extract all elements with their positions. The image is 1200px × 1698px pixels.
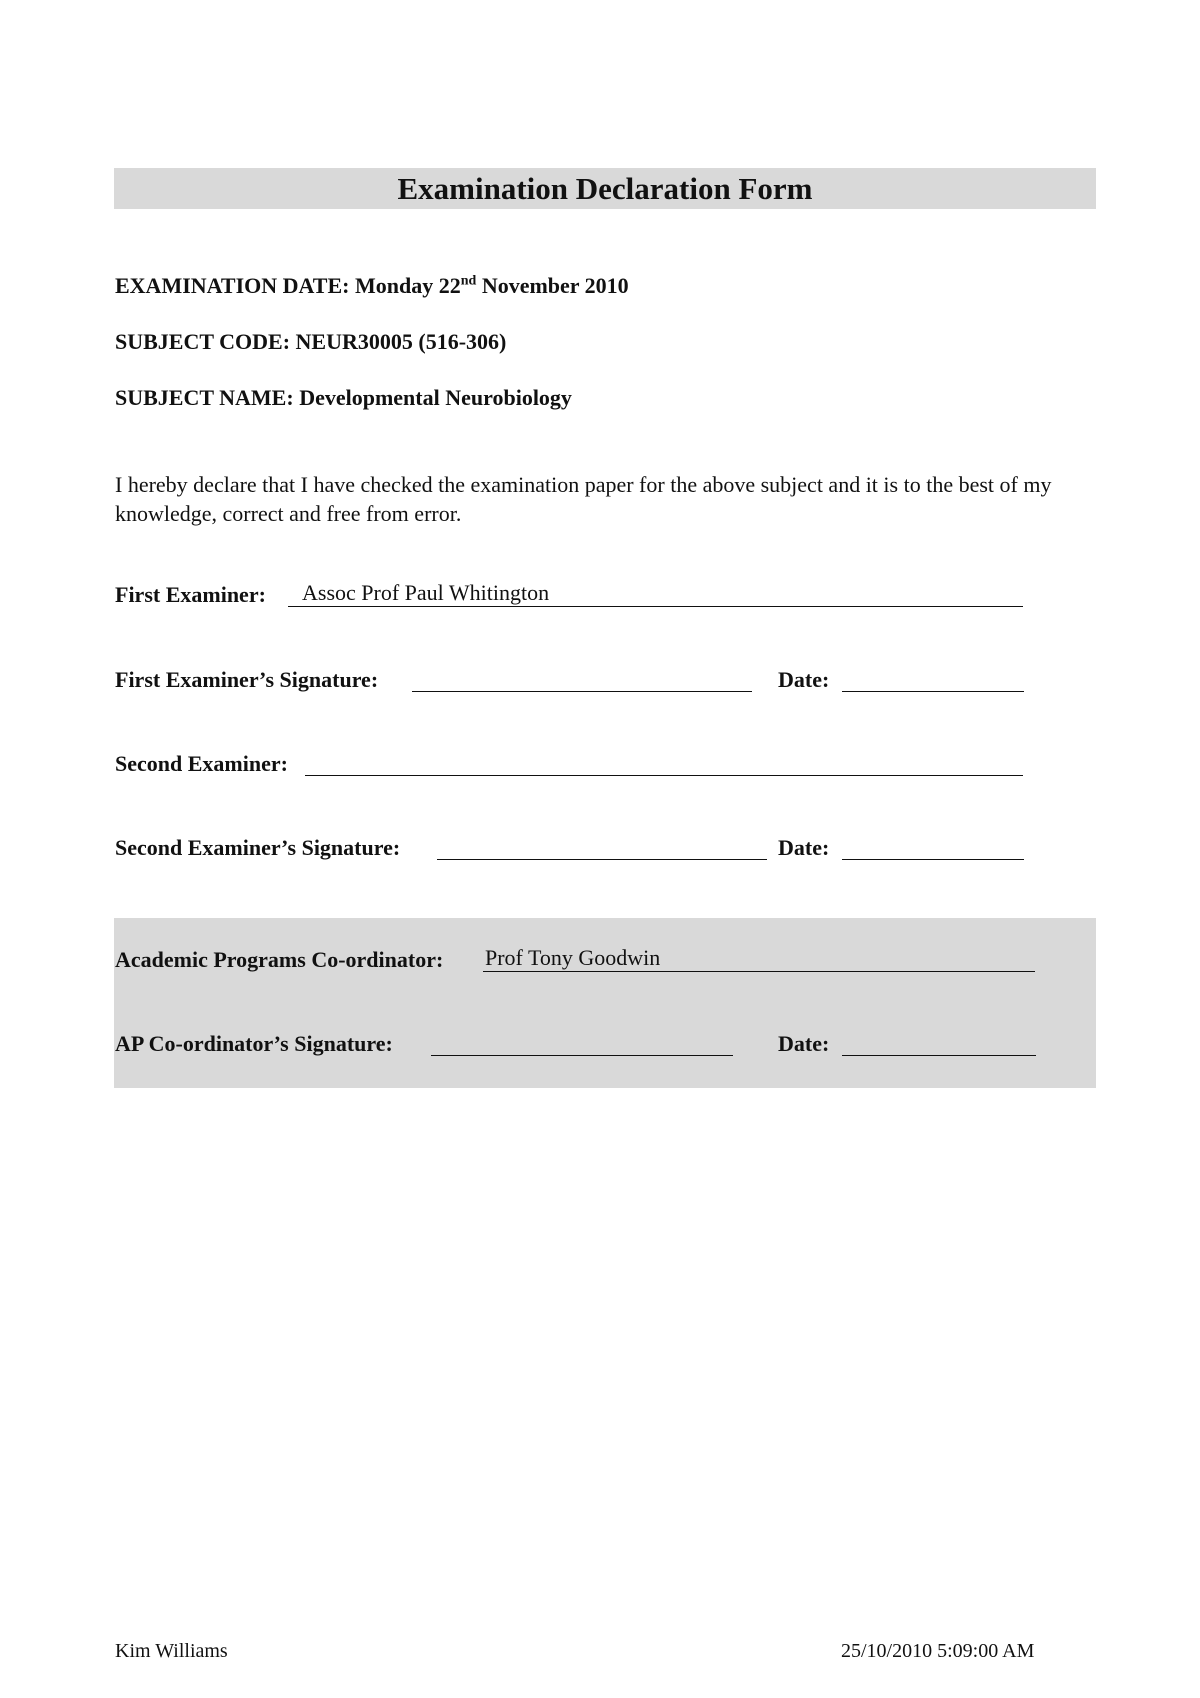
coordinator-label: Academic Programs Co-ordinator: bbox=[115, 947, 444, 972]
first-examiner-label: First Examiner: bbox=[115, 582, 266, 607]
subject-code-value: NEUR30005 (516-306) bbox=[295, 329, 507, 354]
coordinator-section bbox=[114, 918, 1096, 1088]
exam-date-label: EXAMINATION DATE: bbox=[115, 273, 350, 298]
exam-date-value: Monday 22nd November 2010 bbox=[354, 273, 629, 298]
coordinator-date-label: Date: bbox=[778, 1031, 830, 1056]
first-examiner-field[interactable] bbox=[288, 580, 1023, 607]
second-examiner-field[interactable] bbox=[305, 749, 1023, 776]
second-date-label: Date: bbox=[778, 835, 830, 860]
subject-name-label: SUBJECT NAME: bbox=[115, 385, 294, 410]
first-examiner-value: Assoc Prof Paul Whitington bbox=[302, 580, 550, 605]
subject-name-field bbox=[115, 385, 572, 411]
coordinator-signature-field[interactable] bbox=[431, 1029, 733, 1056]
declaration-text: I hereby declare that I have checked the examination paper for the above subject and it is to the best of my knowledge, correct and free from error. bbox=[115, 472, 1052, 526]
subject-name-value: Developmental Neurobiology bbox=[299, 385, 572, 410]
coordinator-field[interactable] bbox=[483, 945, 1035, 972]
second-signature-label: Second Examiner’s Signature: bbox=[115, 835, 401, 860]
page-title: Examination Declaration Form bbox=[114, 168, 1096, 209]
first-signature-field[interactable] bbox=[412, 665, 752, 692]
footer-author: Kim Williams bbox=[115, 1640, 228, 1662]
second-signature-field[interactable] bbox=[437, 833, 767, 860]
subject-code-label: SUBJECT CODE: bbox=[115, 329, 291, 354]
footer-timestamp: 25/10/2010 5:09:00 AM bbox=[841, 1640, 1035, 1662]
coordinator-date-field[interactable] bbox=[842, 1029, 1036, 1056]
first-signature-label: First Examiner’s Signature: bbox=[115, 667, 379, 692]
second-examiner-label: Second Examiner: bbox=[115, 751, 288, 776]
coordinator-value: Prof Tony Goodwin bbox=[485, 945, 661, 970]
second-date-field[interactable] bbox=[842, 833, 1024, 860]
coordinator-signature-label: AP Co-ordinator’s Signature: bbox=[115, 1031, 393, 1056]
first-date-label: Date: bbox=[778, 667, 830, 692]
subject-code-field bbox=[115, 329, 506, 355]
exam-date-field bbox=[115, 273, 629, 299]
first-date-field[interactable] bbox=[842, 665, 1024, 692]
